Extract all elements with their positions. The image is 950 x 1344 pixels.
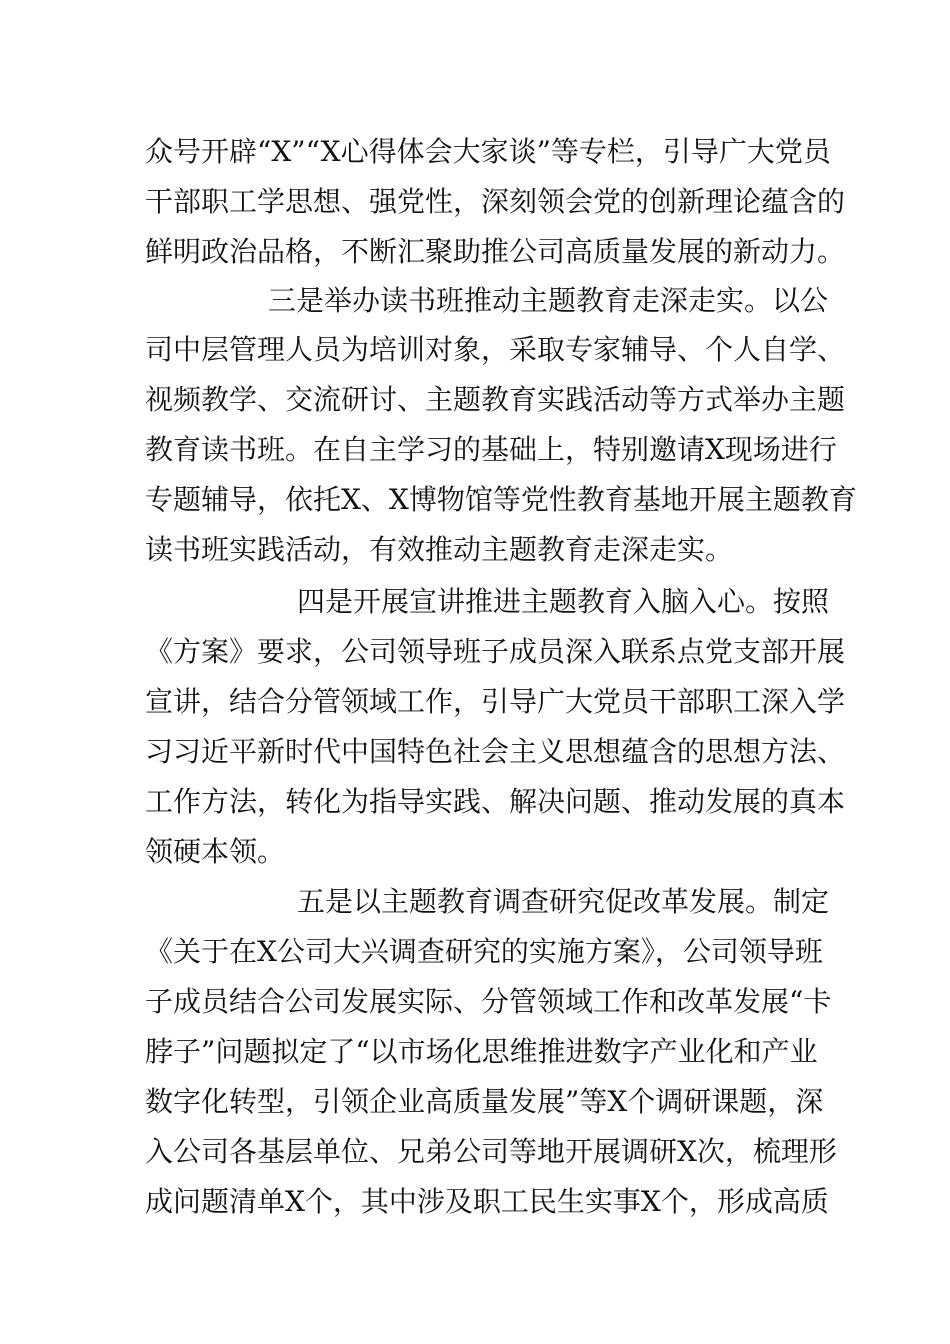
text-line: 工作方法，转化为指导实践、解决问题、推动发展的真本 (145, 785, 846, 818)
text-line: 成问题清单X个，其中涉及职工民生实事X个，形成高质 (145, 1185, 829, 1218)
text-line: 读书班实践活动，有效推动主题教育走深走实。 (145, 533, 734, 566)
section-heading-line: 三是举办读书班推动主题教育走深走实。以公 (268, 284, 829, 317)
text-line: 习习近平新时代中国特色社会主义思想蕴含的思想方法、 (145, 735, 846, 768)
section-heading-line: 四是开展宣讲推进主题教育入脑入心。按照 (297, 585, 830, 618)
text-line: 数字化转型，引领企业高质量发展”等X个调研课题，深 (145, 1085, 824, 1118)
text-line: 干部职工学思想、强党性，深刻领会党的创新理论蕴含的 (145, 185, 846, 218)
section-heading-line: 五是以主题教育调查研究促改革发展。制定 (297, 885, 830, 918)
text-line: 领硬本领。 (145, 835, 286, 868)
text-line: 《关于在X公司大兴调查研究的实施方案》，公司领导班 (145, 935, 823, 968)
text-line: 专题辅导，依托X、X博物馆等党性教育基地开展主题教育 (145, 483, 857, 516)
text-line: 《方案》要求，公司领导班子成员深入联系点党支部开展 (145, 635, 846, 668)
text-line: 司中层管理人员为培训对象，采取专家辅导、个人自学、 (145, 333, 846, 366)
text-line: 入公司各基层单位、兄弟公司等地开展调研X次，梳理形 (145, 1135, 837, 1168)
text-line: 宣讲，结合分管领域工作，引导广大党员干部职工深入学 (145, 685, 846, 718)
text-line: 众号开辟“X”“X心得体会大家谈”等专栏，引导广大党员 (145, 135, 831, 168)
text-line: 脖子”问题拟定了“以市场化思维推进数字产业化和产业 (145, 1035, 818, 1068)
text-line: 子成员结合公司发展实际、分管领域工作和改革发展“卡 (145, 985, 832, 1018)
text-line: 教育读书班。在自主学习的基础上，特别邀请X现场进行 (145, 433, 837, 466)
text-line: 视频教学、交流研讨、主题教育实践活动等方式举办主题 (145, 383, 846, 416)
text-line: 鲜明政治品格，不断汇聚助推公司高质量发展的新动力。 (145, 235, 846, 268)
